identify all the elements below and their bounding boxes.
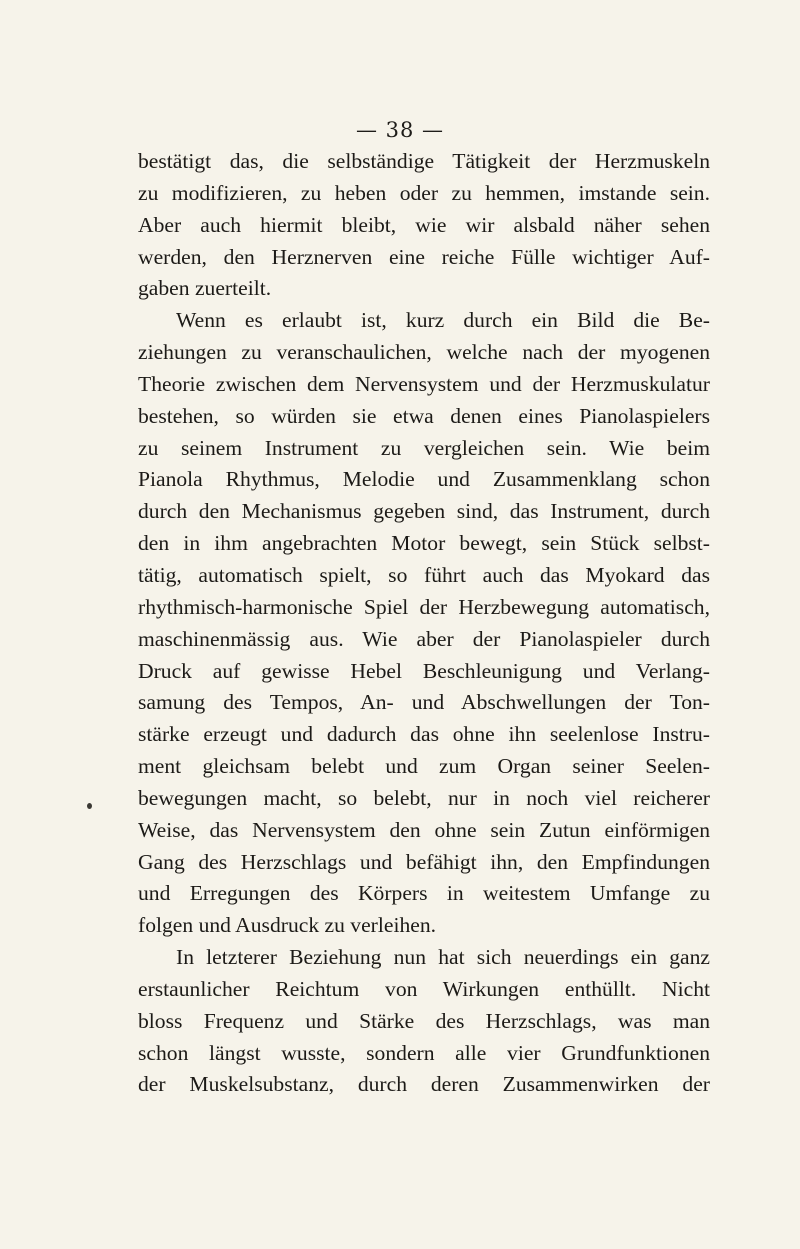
text-line: erstaunlicher Reichtum von Wirkungen enthüllt. Nicht: [138, 976, 710, 1001]
text-line: Pianola Rhythmus, Melodie und Zusammenklang schon: [138, 467, 710, 492]
text-line: Wenn es erlaubt ist, kurz durch ein Bild die Be-: [176, 308, 710, 333]
text-line: rhythmisch-harmonische Spiel der Herzbewegung automatisch,: [138, 594, 710, 619]
text-line: Gang des Herzschlags und befähigt ihn, den Empfindungen: [138, 849, 710, 874]
text-line: maschinenmässig aus. Wie aber der Pianolaspieler durch: [138, 626, 710, 651]
text-line: zu seinem Instrument zu vergleichen sein. Wie beim: [138, 435, 710, 460]
text-line: stärke erzeugt und dadurch das ohne ihn seelenlose Instru-: [138, 722, 710, 747]
text-line: den in ihm angebrachten Motor bewegt, sein Stück selbst-: [138, 531, 710, 556]
text-line: Druck auf gewisse Hebel Beschleunigung und Verlang-: [138, 658, 710, 683]
paragraph-1: [138, 146, 710, 305]
text-line: bestehen, so würden sie etwa denen eines Pianolaspielers: [138, 403, 710, 428]
text-line: gaben zuerteilt.: [138, 276, 272, 301]
text-line: zu modifizieren, zu heben oder zu hemmen, imstande sein.: [138, 180, 710, 205]
page-number: — 38 —: [355, 118, 445, 142]
text-line: folgen und Ausdruck zu verleihen.: [138, 913, 437, 938]
text-line: ziehungen zu veranschaulichen, welche nach der myogenen: [138, 340, 710, 365]
text-line: tätig, automatisch spielt, so führt auch das Myokard das: [138, 562, 710, 587]
text-line: ment gleichsam belebt und zum Organ seiner Seelen-: [138, 754, 710, 779]
text-line: bewegungen macht, so belebt, nur in noch viel reicherer: [138, 785, 710, 810]
text-line: schon längst wusste, sondern alle vier Grundfunktionen: [138, 1040, 710, 1065]
text-line: werden, den Herznerven eine reiche Fülle wichtiger Auf-: [138, 244, 710, 269]
text-line: durch den Mechanismus gegeben sind, das Instrument, durch: [138, 499, 710, 524]
body-text: [138, 146, 710, 1101]
paragraph-3: [138, 942, 710, 1101]
paragraph-2: [138, 305, 710, 942]
text-line: bestätigt das, die selbständige Tätigkeit der Herzmuskeln: [138, 149, 710, 173]
text-line: der Muskelsubstanz, durch deren Zusammenwirken der: [138, 1072, 710, 1097]
text-line: samung des Tempos, An- und Abschwellungen der Ton-: [138, 690, 710, 715]
text-line: und Erregungen des Körpers in weitestem Umfange zu: [138, 881, 710, 906]
text-line: In letzterer Beziehung nun hat sich neuerdings ein ganz: [176, 945, 710, 970]
text-line: Weise, das Nervensystem den ohne sein Zutun einförmigen: [138, 817, 710, 842]
text-line: bloss Frequenz und Stärke des Herzschlags, was man: [138, 1008, 710, 1033]
text-line: Aber auch hiermit bleibt, wie wir alsbald näher sehen: [138, 212, 710, 237]
text-line: Theorie zwischen dem Nervensystem und der Herzmuskulatur: [138, 371, 710, 396]
ink-speck: [87, 803, 92, 809]
